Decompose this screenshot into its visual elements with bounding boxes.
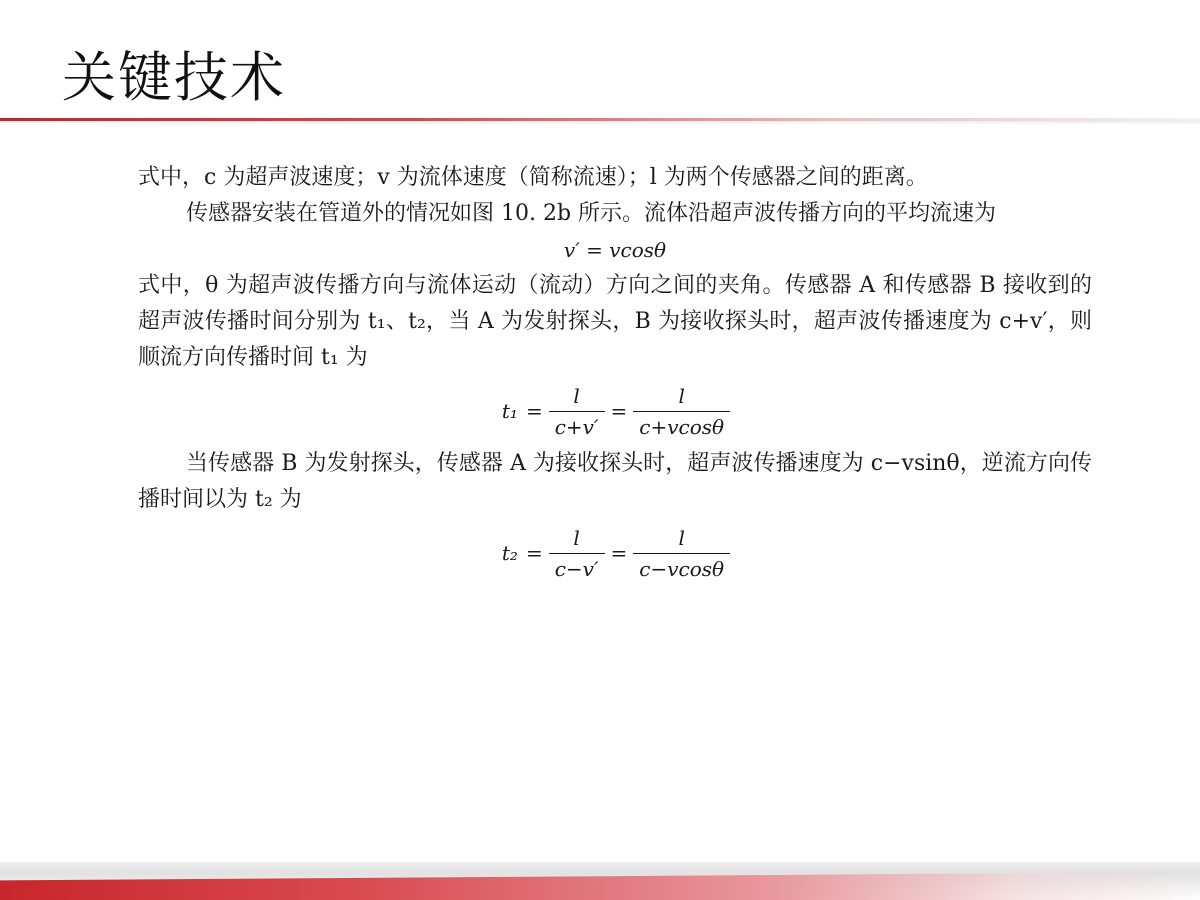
fraction-numerator: l bbox=[573, 525, 580, 550]
fraction-denominator: c+vcosθ bbox=[633, 411, 730, 440]
fraction-denominator: c−v′ bbox=[549, 553, 605, 582]
fraction-numerator: l bbox=[678, 383, 685, 408]
formula-upstream-lhs: t₂ bbox=[501, 541, 518, 565]
fraction bbox=[633, 525, 730, 582]
equals-sign: = bbox=[525, 399, 543, 423]
equals-sign: = bbox=[610, 541, 628, 565]
paragraph-variable-definitions: 式中，c 为超声波速度；v 为流体速度（简称流速）；l 为两个传感器之间的距离。 bbox=[138, 165, 928, 190]
fraction-numerator: l bbox=[678, 525, 685, 550]
fraction bbox=[549, 525, 605, 582]
formula-upstream-time bbox=[138, 518, 1092, 588]
title-divider-shadow bbox=[0, 121, 1200, 125]
fraction bbox=[549, 383, 605, 440]
slide-title: 关键技术 bbox=[62, 46, 286, 109]
fraction-denominator: c−vcosθ bbox=[633, 553, 730, 582]
fraction bbox=[633, 383, 730, 440]
equals-sign: = bbox=[525, 541, 543, 565]
formula-average-velocity: v′ = vcosθ bbox=[563, 238, 667, 262]
fraction-denominator: c+v′ bbox=[549, 411, 605, 440]
paragraph-upstream: 当传感器 B 为发射探头，传感器 A 为接收探头时，超声波传播速度为 c−vsinθ，逆流方向传播时间以为 t₂ 为 bbox=[138, 451, 1092, 512]
fraction-numerator: l bbox=[573, 383, 580, 408]
equals-sign: = bbox=[610, 399, 628, 423]
slide-body bbox=[138, 160, 1092, 588]
paragraph-sensor-setup: 传感器安装在管道外的情况如图 10. 2b 所示。流体沿超声波传播方向的平均流速为 bbox=[186, 201, 997, 226]
formula-downstream-time bbox=[138, 376, 1092, 446]
paragraph-angle-definition: 式中，θ 为超声波传播方向与流体运动（流动）方向之间的夹角。传感器 A 和传感器 B 接收到的超声波传播时间分别为 t₁、t₂，当 A 为发射探头，B 为接收探头时，超声波传播速度为 c+v′，则顺流方向传播时间 t₁ 为 bbox=[138, 273, 1092, 370]
formula-downstream-lhs: t₁ bbox=[501, 399, 518, 423]
